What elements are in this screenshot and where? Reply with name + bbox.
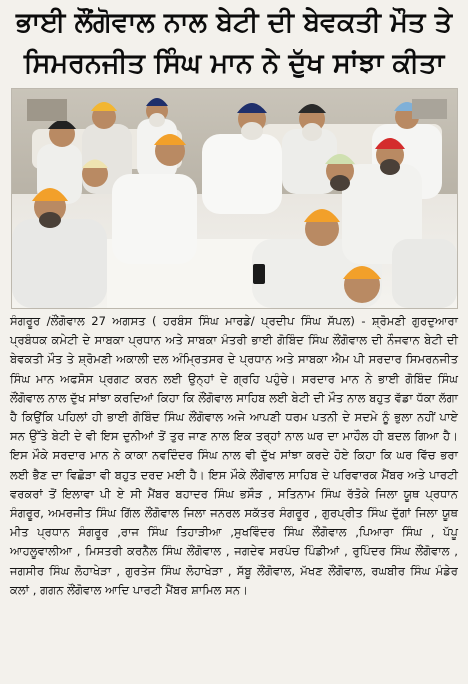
headline: ਭਾਈ ਲੌਂਗੋਵਾਲ ਨਾਲ ਬੇਟੀ ਦੀ ਬੇਵਕਤੀ ਮੌਤ ਤੇ ਸਿਮਰਨਜੀਤ ਸਿੰਘ ਮਾਨ ਨੇ ਦੁੱਖ ਸਾਂਝਾ ਕੀਤਾ xyxy=(15,7,453,79)
news-photo xyxy=(11,88,458,309)
article-body: ਸੰਗਰੂਰ /ਲੌਂਗੋਵਾਲ 27 ਅਗਸਤ ( ਹਰਬੰਸ ਸਿੰਘ ਮਾਰਡੇ/ ਪ੍ਰਦੀਪ ਸਿੰਘ ਸੱਪਲ) - ਸ਼੍ਰੋਮਣੀ ਗੁਰਦੁਆਰਾ ਪ੍ਰਬੰਧਕ ਕਮੇਟੀ ਦੇ ਸਾਬਕਾ ਪ੍ਰਧਾਨ ਅਤੇ ਸਾਬਕਾ ਮੰਤਰੀ ਭਾਈ ਗੋਬਿੰਦ ਸਿੰਘ ਲੌਂਗੋਵਾਲ ਦੀ ਨੌਜਵਾਨ ਬੇਟੀ ਦੀ ਬੇਵਕਤੀ ਮੌਤ ਤੇ ਸ਼੍ਰੋਮਣੀ ਅਕਾਲੀ ਦਲ ਅੰਮ੍ਰਿਤਸਰ ਦੇ ਪ੍ਰਧਾਨ ਅਤੇ ਸਾਬਕਾ ਐਮ ਪੀ ਸਰਦਾਰ ਸਿਮਰਨਜੀਤ ਸਿੰਘ ਮਾਨ ਅਫਸੋਸ ਪ੍ਰਗਟ ਕਰਨ ਲਈ ਉਨ੍ਹਾਂ ਦੇ ਗ੍ਰਹਿ ਪਹੁੰਚੇ। ਸਰਦਾਰ ਮਾਨ ਨੇ ਭਾਈ ਗੋਬਿੰਦ ਸਿੰਘ ਲੌਂਗੋਵਾਲ ਨਾਲ ਦੁੱਖ ਸਾਂਝਾ ਕਰਦਿਆਂ ਕਿਹਾ ਕਿ ਲੌਂਗੋਵਾਲ ਸਾਹਿਬ ਲਈ ਬੇਟੀ ਦੀ ਮੌਤ ਨਾਲ ਬਹੁਤ ਵੱਡਾ ਧੱਕਾ ਲੱਗਾ ਹੈ ਕਿਉਂਕਿ ਪਹਿਲਾਂ ਹੀ ਭਾਈ ਗੋਬਿੰਦ ਸਿੰਘ ਲੌਂਗੋਵਾਲ ਅਜੇ ਆਪਣੀ ਧਰਮ ਪਤਨੀ ਦੇ ਸਦਮੇ ਨੂੰ ਭੁਲਾ ਨਹੀਂ ਪਾਏ ਸਨ ਉੱਤੇ ਬੇਟੀ ਦੇ ਵੀ ਇਸ ਦੁਨੀਆਂ ਤੋਂ ਤੁਰ ਜਾਣ ਨਾਲ ਇਕ ਤਰ੍ਹਾਂ ਨਾਲ ਘਰ ਦਾ ਮਾਹੌਲ ਹੀ ਬਦਲ ਗਿਆ ਹੈ। ਇਸ ਮੌਕੇ ਸਰਦਾਰ ਮਾਨ ਨੇ ਕਾਕਾ ਨਵਦਿੰਦਰ ਸਿੰਘ ਨਾਲ ਵੀ ਦੁੱਖ ਸਾਂਝਾ ਕਰਦੇ ਹੋਏ ਕਿਹਾ ਕਿ ਘਰ ਵਿੱਚ ਭਰਾ ਲਈ ਭੈਣ ਦਾ ਵਿਛੋੜਾ ਵੀ ਬਹੁਤ ਦਰਦ ਮਈ ਹੈ। ਇਸ ਮੌਕੇ ਲੌਂਗੋਵਾਲ ਸਾਹਿਬ ਦੇ ਪਰਿਵਾਰਕ ਮੈਂਬਰ ਅਤੇ ਪਾਰਟੀ ਵਰਕਰਾਂ ਤੋਂ ਇਲਾਵਾ ਪੀ ਏ ਸੀ ਮੈਂਬਰ ਬਹਾਦਰ ਸਿੰਘ ਭਸੌੜ , ਸਤਿਨਾਮ ਸਿੰਘ ਰੱਤੋਕੇ ਜਿਲਾ ਯੂਥ ਪ੍ਰਧਾਨ ਸੰਗਰੂਰ, ਅਮਰਜੀਤ ਸਿੰਘ ਗਿੱਲ ਲੌਂਗੋਵਾਲ ਜਿਲਾ ਜਨਰਲ ਸਕੱਤਰ ਸੰਗਰੂਰ , ਗੁਰਪ੍ਰੀਤ ਸਿੰਘ ਦੁੱਗਾਂ ਜਿਲਾ ਯੂਥ ਮੀਤ ਪ੍ਰਧਾਨ ਸੰਗਰੂਰ ,ਰਾਜ ਸਿੰਘ ਤਿਹਾੜੀਆ ,ਸੁਖਵਿੰਦਰ ਸਿੰਘ ਲੌਂਗੋਵਾਲ ,ਪਿਆਰਾ ਸਿੰਘ , ਪੱਪੂ ਆਹਲੂਵਾਲੀਆ , ਮਿਸਤਰੀ ਕਰਨੈਲ ਸਿੰਘ ਲੌਂਗੋਵਾਲ , ਜਗਦੇਵ ਸਰਪੰਚ ਪਿੰਡੀਆਂ , ਰੁਪਿੰਦਰ ਸਿੰਘ ਲੌਂਗੋਵਾਲ , ਜਗਸੀਰ ਸਿੰਘ ਲੋਹਾਖੇੜਾ , ਗੁਰਤੇਜ ਸਿੰਘ ਲੋਹਾਖੇੜਾ , ਸੱਬੂ ਲੌਂਗੋਵਾਲ, ਮੱਖਣ ਲੌਂਗੋਵਾਲ, ਰਘਬੀਰ ਸਿੰਘ ਮੰਡੇਰ ਕਲਾਂ , ਗਗਨ ਲੌਂਗੋਵਾਲ ਆਦਿ ਪਾਰਟੀ ਮੈਂਬਰ ਸ਼ਾਮਿਲ ਸਨ। xyxy=(10,314,458,597)
photo-illustration xyxy=(12,89,457,308)
